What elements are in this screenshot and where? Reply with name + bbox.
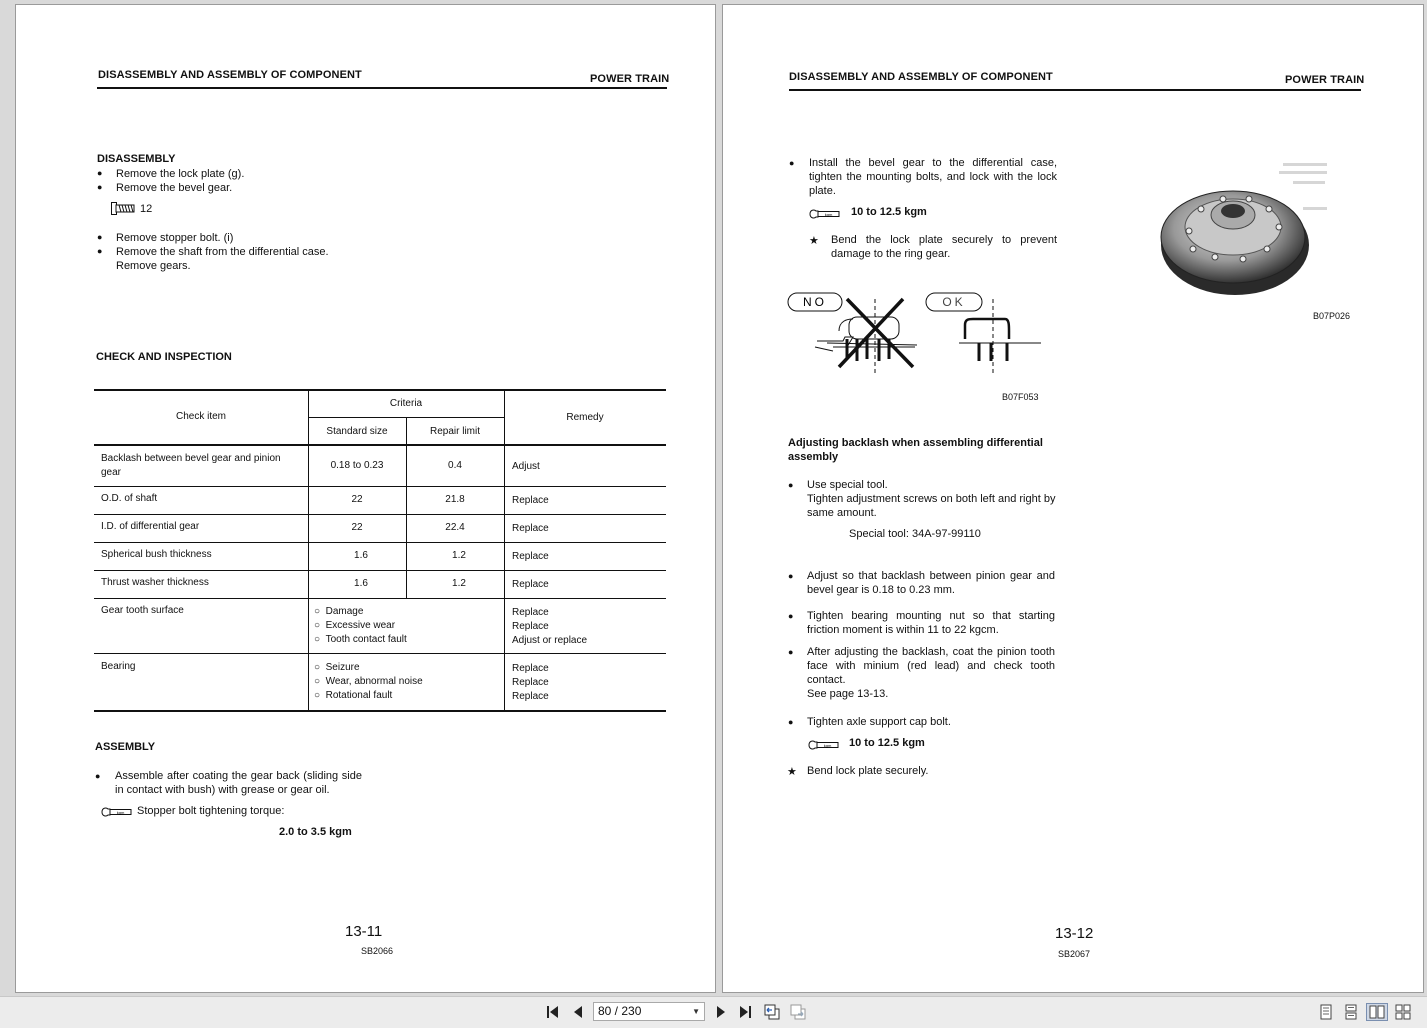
tool-size-value: 12 [140, 203, 153, 215]
torque-value: 10 to 12.5 kgm [849, 737, 925, 749]
next-page-button[interactable] [711, 1003, 731, 1021]
table-cell-repair: 0.4 [448, 460, 462, 471]
table-cell-repair: 21.8 [445, 494, 465, 505]
header-section-title: DISASSEMBLY AND ASSEMBLY OF COMPONENT [98, 69, 362, 81]
table-cell-remedy: Replace [512, 523, 549, 534]
no-label: NO [803, 295, 827, 309]
photo-code: B07P026 [1313, 311, 1351, 321]
col-header-repair-limit: Repair limit [429, 426, 480, 437]
lock-plate-figure [787, 291, 1049, 377]
table-cell-standard: 1.6 [354, 550, 368, 561]
col-header-standard-size: Standard size [326, 426, 388, 437]
table-cell-standard: 22 [351, 494, 363, 505]
table-col-divider [406, 417, 407, 599]
next-page-icon [715, 1005, 727, 1019]
prev-page-icon [572, 1005, 584, 1019]
star-icon: ★ [809, 235, 819, 247]
table-cell-item: Bearing [101, 661, 136, 672]
right-page [722, 4, 1424, 993]
adjust-step: After adjusting the backlash, coat the pinion tooth face with minium (red lead) and check tooth contact. [807, 646, 1055, 686]
table-row-divider [94, 514, 666, 515]
history-back-button[interactable] [762, 1003, 782, 1021]
bolt-tool-icon [111, 202, 135, 215]
table-cell-criteria: ○ Wear, abnormal noise [314, 676, 423, 687]
star-note: Bend the lock plate securely to prevent damage to the ring gear. [831, 234, 1057, 260]
left-page [15, 4, 716, 993]
history-back-icon [763, 1004, 781, 1020]
col-header-criteria: Criteria [389, 398, 423, 409]
page-code: SB2067 [1058, 949, 1091, 959]
table-cell-remedy: Replace [512, 607, 549, 618]
torque-wrench-icon [809, 207, 841, 219]
svg-text:kgm: kgm [824, 211, 833, 217]
table-cell-remedy: Replace [512, 621, 549, 632]
adjust-step: Tighten bearing mounting nut so that starting friction moment is within 11 to 22 kgcm. [807, 610, 1055, 636]
history-forward-button[interactable] [788, 1003, 808, 1021]
check-inspection-heading: CHECK AND INSPECTION [96, 351, 232, 363]
navigation-toolbar [0, 996, 1427, 1028]
page-number: 13-12 [1055, 925, 1094, 942]
table-cell-repair: 1.2 [452, 578, 466, 589]
history-forward-icon [789, 1004, 807, 1020]
bullet: ● [97, 232, 103, 242]
table-cell-item: Gear tooth surface [101, 605, 184, 616]
svg-text:kgm: kgm [823, 742, 832, 748]
header-chapter-title: POWER TRAIN [1285, 74, 1365, 86]
continuous-facing-view-button[interactable] [1393, 1003, 1413, 1021]
table-cell-criteria: ○ Excessive wear [314, 620, 396, 631]
table-row-divider [94, 542, 666, 543]
page-number-value: 80 / 230 [598, 1004, 642, 1018]
table-cell-remedy: Replace [512, 495, 549, 506]
torque-label: Stopper bolt tightening torque: [137, 805, 285, 817]
criteria-text: Tooth contact fault [325, 634, 407, 645]
table-cell-item: Thrust washer thickness [101, 577, 209, 588]
assembly-step: Assemble after coating the gear back (sliding side in contact with bush) with grease or gear oil. [115, 770, 362, 796]
col-header-check-item: Check item [175, 411, 226, 422]
torque-value: 2.0 to 3.5 kgm [279, 826, 352, 838]
criteria-text: Rotational fault [325, 690, 393, 701]
disassembly-step: Remove the lock plate (g). [116, 168, 245, 180]
torque-wrench-icon [808, 738, 840, 750]
header-rule [97, 87, 667, 89]
table-cell-criteria: ○ Seizure [314, 662, 360, 673]
disassembly-step: Remove gears. [116, 260, 191, 272]
see-page-reference: See page 13-13. [807, 688, 889, 700]
prev-page-button[interactable] [568, 1003, 588, 1021]
header-section-title: DISASSEMBLY AND ASSEMBLY OF COMPONENT [789, 71, 1053, 83]
chevron-down-icon[interactable]: ▼ [692, 1007, 700, 1016]
adjust-step: Tighten axle support cap bolt. [807, 716, 951, 728]
table-bottom-border [94, 710, 666, 712]
adjust-step: Adjust so that backlash between pinion gear and bevel gear is 0.18 to 0.23 mm. [807, 570, 1055, 596]
continuous-facing-view-icon [1395, 1004, 1411, 1020]
continuous-view-icon [1344, 1004, 1358, 1020]
table-cell-remedy: Replace [512, 551, 549, 562]
table-cell-standard: 22 [351, 522, 363, 533]
bullet: ● [95, 771, 101, 781]
table-cell-remedy: Replace [512, 663, 549, 674]
criteria-text: Excessive wear [325, 620, 396, 631]
header-rule [789, 89, 1361, 91]
table-row-divider [94, 598, 666, 599]
torque-value: 10 to 12.5 kgm [851, 206, 927, 218]
disassembly-step: Remove the shaft from the differential case. [116, 246, 329, 258]
disassembly-heading: DISASSEMBLY [97, 153, 176, 165]
ok-label: OK [942, 295, 966, 309]
table-cell-repair: 22.4 [445, 522, 465, 533]
facing-view-button[interactable] [1366, 1003, 1388, 1021]
special-tool: Special tool: 34A-97-99110 [849, 528, 981, 540]
bullet: ● [789, 158, 795, 168]
criteria-text: Damage [325, 606, 364, 617]
bullet: ● [97, 246, 103, 256]
table-cell-item: I.D. of differential gear [101, 521, 200, 532]
adjust-heading: Adjusting backlash when assembling differential assembly [788, 437, 1043, 463]
table-top-border [94, 389, 666, 391]
disassembly-step: Remove the bevel gear. [116, 182, 233, 194]
disassembly-step: Remove stopper bolt. (i) [116, 232, 234, 244]
table-cell-remedy: Replace [512, 677, 549, 688]
first-page-button[interactable] [543, 1003, 563, 1021]
bullet: ● [97, 182, 103, 192]
bullet: ● [788, 480, 794, 490]
table-cell-remedy: Adjust [512, 461, 540, 472]
install-step: Install the bevel gear to the differential case, tighten the mounting bolts, and lock with the lock plate. [809, 157, 1057, 197]
table-row-divider [94, 570, 666, 571]
table-cell-criteria: ○ Damage [314, 606, 364, 617]
table-row-divider [94, 486, 666, 487]
table-row-divider [94, 653, 666, 654]
table-cell-item: Backlash between bevel gear and pinion gear [101, 453, 281, 478]
page-code: SB2066 [361, 946, 394, 956]
last-page-icon [738, 1005, 752, 1019]
facing-view-icon [1369, 1005, 1385, 1019]
table-cell-repair: 1.2 [452, 550, 466, 561]
inspection-table [94, 389, 666, 712]
table-cell-standard: 1.6 [354, 578, 368, 589]
bullet: ● [788, 647, 794, 657]
table-cell-standard: 0.18 to 0.23 [330, 460, 384, 471]
bullet: ● [97, 168, 103, 178]
table-cell-remedy: Replace [512, 579, 549, 590]
bevel-gear-photo [1153, 157, 1353, 303]
table-cell-item: O.D. of shaft [101, 493, 158, 504]
star-note: Bend lock plate securely. [807, 765, 929, 777]
last-page-button[interactable] [735, 1003, 755, 1021]
first-page-icon [546, 1005, 560, 1019]
page-number: 13-11 [345, 923, 383, 940]
single-page-view-button[interactable] [1316, 1003, 1336, 1021]
adjust-step: Use special tool. [807, 479, 888, 491]
continuous-view-button[interactable] [1341, 1003, 1361, 1021]
col-header-remedy: Remedy [566, 412, 604, 423]
header-chapter-title: POWER TRAIN [590, 73, 670, 85]
criteria-text: Seizure [325, 662, 360, 673]
criteria-text: Wear, abnormal noise [325, 676, 423, 687]
table-cell-remedy: Adjust or replace [512, 635, 588, 646]
table-cell-criteria: ○ Rotational fault [314, 690, 393, 701]
figure-code: B07F053 [1002, 392, 1039, 402]
assembly-heading: ASSEMBLY [95, 741, 156, 753]
table-cell-criteria: ○ Tooth contact fault [314, 634, 407, 645]
table-cell-remedy: Replace [512, 691, 549, 702]
svg-text:kgm: kgm [116, 809, 125, 815]
star-icon: ★ [787, 766, 797, 778]
page-number-field[interactable] [593, 1002, 705, 1021]
torque-wrench-icon [101, 805, 133, 817]
bullet: ● [788, 611, 794, 621]
bullet: ● [788, 717, 794, 727]
adjust-step-detail: Tighten adjustment screws on both left and right by same amount. [807, 493, 1056, 519]
table-cell-item: Spherical bush thickness [101, 549, 212, 560]
bullet: ● [788, 571, 794, 581]
single-page-view-icon [1319, 1004, 1333, 1020]
table-header-border [94, 444, 666, 446]
